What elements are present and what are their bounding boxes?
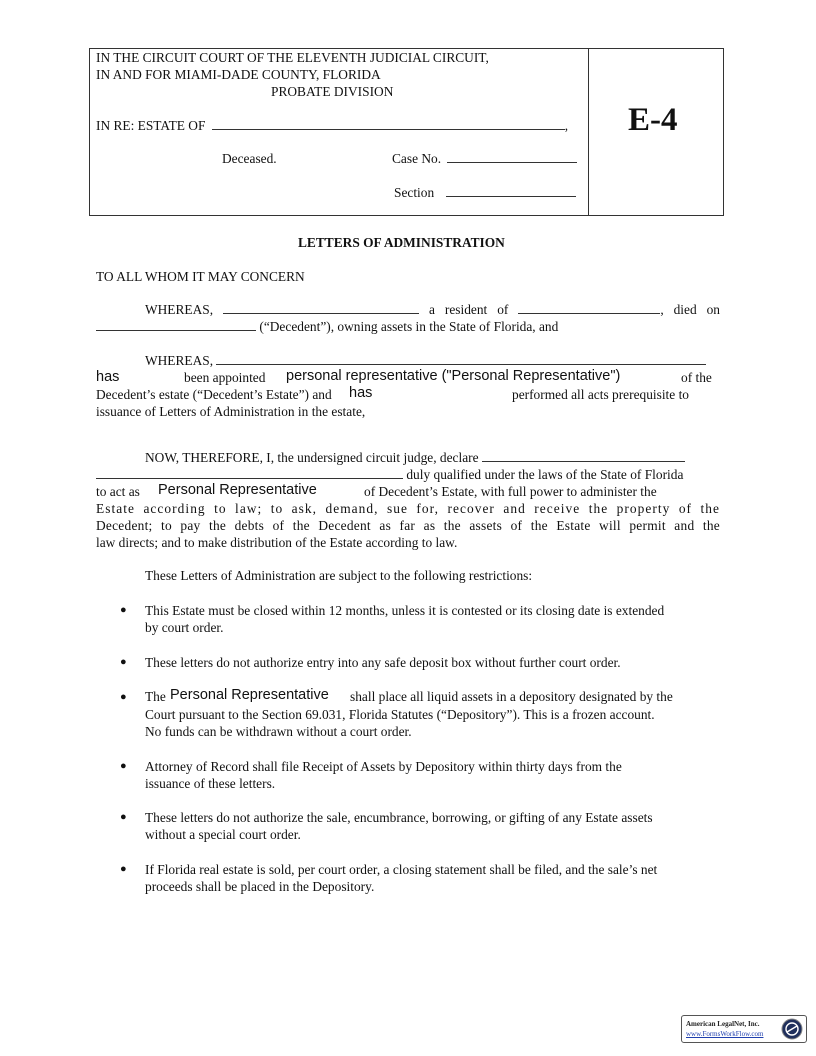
has-fill-2: has xyxy=(349,385,373,401)
restriction-item-6: If Florida real estate is sold, per court order, a closing statement shall be filed, and the sale’s net proceeds shall be placed in the Depository. xyxy=(145,862,658,894)
date-of-death-field[interactable] xyxy=(96,319,256,331)
now-therefore-line6: law directs; and to make distribution of the Estate according to law. xyxy=(96,535,458,550)
in-re-label: IN RE: ESTATE OF xyxy=(96,118,206,133)
whereas1-line2: (“Decedent”), owning assets in the State of Florida, and xyxy=(96,319,558,335)
division-label: PROBATE DIVISION xyxy=(271,84,394,99)
in-re-comma: , xyxy=(564,118,569,133)
whereas2-line1: WHEREAS, xyxy=(145,353,706,369)
restriction-item-3: Court pursuant to the Section 69.031, Florida Statutes (“Depository”). This is a frozen account. No funds can be withdrawn without a court order. xyxy=(145,707,655,739)
deceased-label: Deceased. xyxy=(222,151,277,166)
case-number-label: Case No. xyxy=(392,151,442,166)
bullet-icon: ● xyxy=(120,656,127,668)
restriction-item-1: This Estate must be closed within 12 months, unless it is contested or its closing date is extended by court order. xyxy=(145,603,665,635)
bullet-icon: ● xyxy=(120,760,127,772)
restriction-item-5: These letters do not authorize the sale, encumbrance, borrowing, or gifting of any Estate assets without a special court order. xyxy=(145,810,653,842)
now-therefore-line3a: to act as xyxy=(96,484,140,499)
whereas2-line2 xyxy=(96,369,119,385)
bullet-icon: ● xyxy=(120,811,127,823)
section-label: Section xyxy=(394,185,435,200)
representative-name-field[interactable] xyxy=(216,353,706,365)
bullet-icon: ● xyxy=(120,691,127,703)
globe-seal-icon xyxy=(781,1018,803,1040)
logo-company-name: American LegalNet, Inc. xyxy=(686,1020,760,1028)
court-name-line2: IN AND FOR MIAMI-DADE COUNTY, FLORIDA xyxy=(96,67,381,82)
restrictions-intro: These Letters of Administration are subject to the following restrictions: xyxy=(145,568,533,583)
declared-representative-field-cont[interactable] xyxy=(96,467,403,479)
bullet-icon: ● xyxy=(120,863,127,875)
bullet-icon: ● xyxy=(120,604,127,616)
now-therefore-line5: Decedent; to pay the debts of the Decedent as far as the assets of the Estate will permit and the xyxy=(96,518,720,533)
role-fill-act-as: Personal Representative xyxy=(158,482,317,498)
whereas2-line4: issuance of Letters of Administration in the estate, xyxy=(96,404,366,419)
of-the-text: of the xyxy=(681,370,712,385)
court-name-line1: IN THE CIRCUIT COURT OF THE ELEVENTH JUDICIAL CIRCUIT, xyxy=(96,50,489,65)
role-fill-appointed: personal representative ("Personal Representative") xyxy=(286,368,621,384)
section-row xyxy=(394,185,576,201)
petitioner-name-field[interactable] xyxy=(223,302,419,314)
restriction-item-3-line1a: The xyxy=(145,689,166,704)
has-fill: has xyxy=(96,369,120,385)
whereas2-line3c: performed all acts prerequisite to xyxy=(512,387,689,402)
decedent-name-field[interactable] xyxy=(212,118,565,130)
whereas2-line3a: Decedent’s estate (“Decedent’s Estate”) and xyxy=(96,387,332,402)
salutation: TO ALL WHOM IT MAY CONCERN xyxy=(96,269,305,284)
now-therefore-line2: duly qualified under the laws of the State of Florida xyxy=(96,467,683,483)
caption-divider xyxy=(588,48,589,216)
whereas1-line1: WHEREAS, a resident of , died on xyxy=(145,302,720,317)
role-fill-depository: Personal Representative xyxy=(170,687,329,703)
residence-field[interactable] xyxy=(518,302,660,314)
now-therefore-line3b: of Decedent’s Estate, with full power to administer the xyxy=(364,484,657,499)
declared-representative-field[interactable] xyxy=(482,450,685,462)
now-therefore-line4: Estate according to law; to ask, demand, sue for, recover and receive the property of the xyxy=(96,501,720,516)
document-title: LETTERS OF ADMINISTRATION xyxy=(298,235,505,250)
now-therefore-line1: NOW, THEREFORE, I, the undersigned circuit judge, declare xyxy=(145,450,685,466)
in-re-estate-row xyxy=(96,118,568,134)
logo-url-link[interactable]: www.FormsWorkFlow.com xyxy=(686,1030,764,1038)
american-legalnet-logo[interactable] xyxy=(681,1015,807,1043)
been-appointed-text: been appointed xyxy=(184,370,266,385)
form-number: E-4 xyxy=(628,102,678,138)
restriction-item-4: Attorney of Record shall file Receipt of Assets by Depository within thirty days from the issuance of these letters. xyxy=(145,759,622,791)
case-number-row xyxy=(392,151,577,167)
section-field[interactable] xyxy=(446,185,576,197)
case-number-field[interactable] xyxy=(447,151,577,163)
restriction-item-3-line1b: shall place all liquid assets in a depository designated by the xyxy=(350,689,673,704)
restriction-item-2: These letters do not authorize entry into any safe deposit box without further court order. xyxy=(145,655,621,670)
